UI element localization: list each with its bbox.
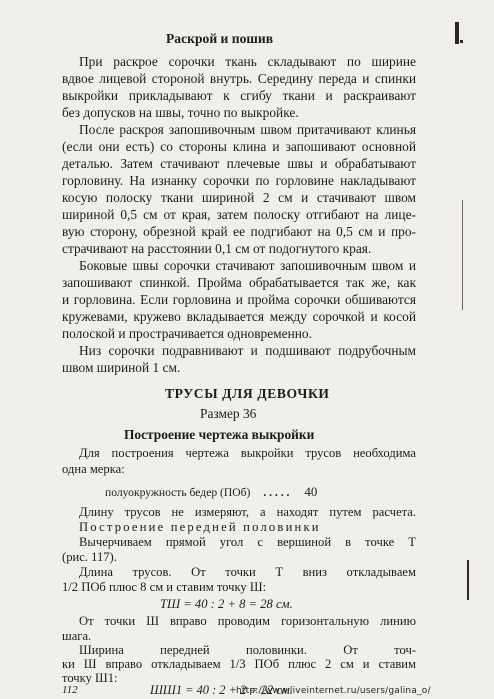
body-line: От точки Ш вправо проводим горизонтальную линию bbox=[79, 614, 416, 628]
measure-dots: . . . . . bbox=[263, 486, 290, 499]
body-line: без допусков на швы, точно по выкройке. bbox=[62, 105, 299, 120]
body-line: деталью. Затем стачивают плечевые швы и обрабатывают bbox=[62, 156, 416, 171]
binding-line-upper bbox=[462, 200, 463, 310]
formula: ТШ = 40 : 2 + 8 = 28 см. bbox=[160, 597, 293, 611]
binding-line-lower bbox=[467, 560, 469, 600]
body-line: шириной 0,5 см от края, затем полоску отгибают на лице- bbox=[62, 207, 416, 222]
section-title-cutting: Раскрой и пошив bbox=[166, 31, 274, 46]
measure-row bbox=[105, 485, 317, 500]
body-line: кружевами, кружево вкладывается между сорочкой и косой bbox=[62, 309, 416, 324]
binding-mark-top bbox=[455, 22, 459, 44]
binding-mark-dot bbox=[460, 40, 463, 43]
body-line: косую полоску ткани шириной 2 см и стачивают швом bbox=[62, 190, 416, 205]
body-line: страчивают на расстоянии 0,1 см от подогнутого края. bbox=[62, 241, 372, 256]
body-line: (рис. 117). bbox=[62, 550, 117, 564]
body-line: Низ сорочки подравнивают и подшивают подрубочным bbox=[79, 343, 416, 358]
body-line: одна мерка: bbox=[62, 462, 125, 476]
body-line: выкройки прикладывают к сгибу ткани и раскраивают bbox=[62, 88, 416, 103]
body-line: ки Ш вправо откладываем 1/3 ПОб плюс 2 см и ставим bbox=[62, 657, 416, 671]
body-line: Боковые швы сорочки стачивают запошивочным швом и bbox=[79, 258, 416, 273]
source-url[interactable]: http://www.liveinternet.ru/users/galina_o/ bbox=[236, 686, 431, 696]
body-line: запошивают спинкой. Пройма обрабатывается так же, как bbox=[62, 275, 416, 290]
subsection-title: Построение чертежа выкройки bbox=[124, 427, 315, 442]
body-line: Для построения чертежа выкройки трусов необходима bbox=[79, 446, 416, 460]
body-line: точку Ш1: bbox=[62, 671, 118, 685]
body-line: Длину трусов не измеряют, а находят путем расчета. bbox=[79, 505, 416, 519]
body-line: шага. bbox=[62, 629, 92, 643]
measure-value: 40 bbox=[304, 484, 318, 499]
body-line: Ширина передней половинки. От точ- bbox=[79, 643, 416, 657]
body-line: При раскрое сорочки ткань складывают по ширине bbox=[79, 54, 416, 69]
body-line: вдвое лицевой стороной внутрь. Середину переда и спинки bbox=[62, 71, 416, 86]
front-half-heading: Построение передней половинки bbox=[79, 520, 321, 534]
body-line: Вычерчиваем прямой угол с вершиной в точке Т bbox=[79, 535, 416, 549]
section-title-panties: ТРУСЫ ДЛЯ ДЕВОЧКИ bbox=[165, 386, 330, 401]
formula: ШШ1 = 40 : 2 + 2 = 22 см. bbox=[150, 683, 293, 697]
measure-label: полуокружность бедер (ПОб) bbox=[105, 486, 251, 499]
size-label: Размер 36 bbox=[200, 406, 257, 421]
body-line: 1/2 ПОб плюс 8 см и ставим точку Ш: bbox=[62, 580, 267, 594]
body-line: После раскроя запошивочным швом притачивают клинья bbox=[79, 122, 416, 137]
body-line: горловину. На изнанку сорочки по горловине накладывают bbox=[62, 173, 416, 188]
body-line: полоской и прострачивается одновременно. bbox=[62, 326, 312, 341]
body-line: (если они есть) со стороны клина и запошивают основной bbox=[62, 139, 416, 154]
body-line: Длина трусов. От точки Т вниз откладываем bbox=[79, 565, 416, 579]
body-line: швом шириной 1 см. bbox=[62, 360, 181, 375]
body-line: и горловина. Если горловина и пройма сорочки обшиваются bbox=[62, 292, 416, 307]
page-number: 112 bbox=[62, 684, 78, 696]
body-line: вую сторону, обрезной край ее подгибают на 0,5 см и про- bbox=[62, 224, 416, 239]
